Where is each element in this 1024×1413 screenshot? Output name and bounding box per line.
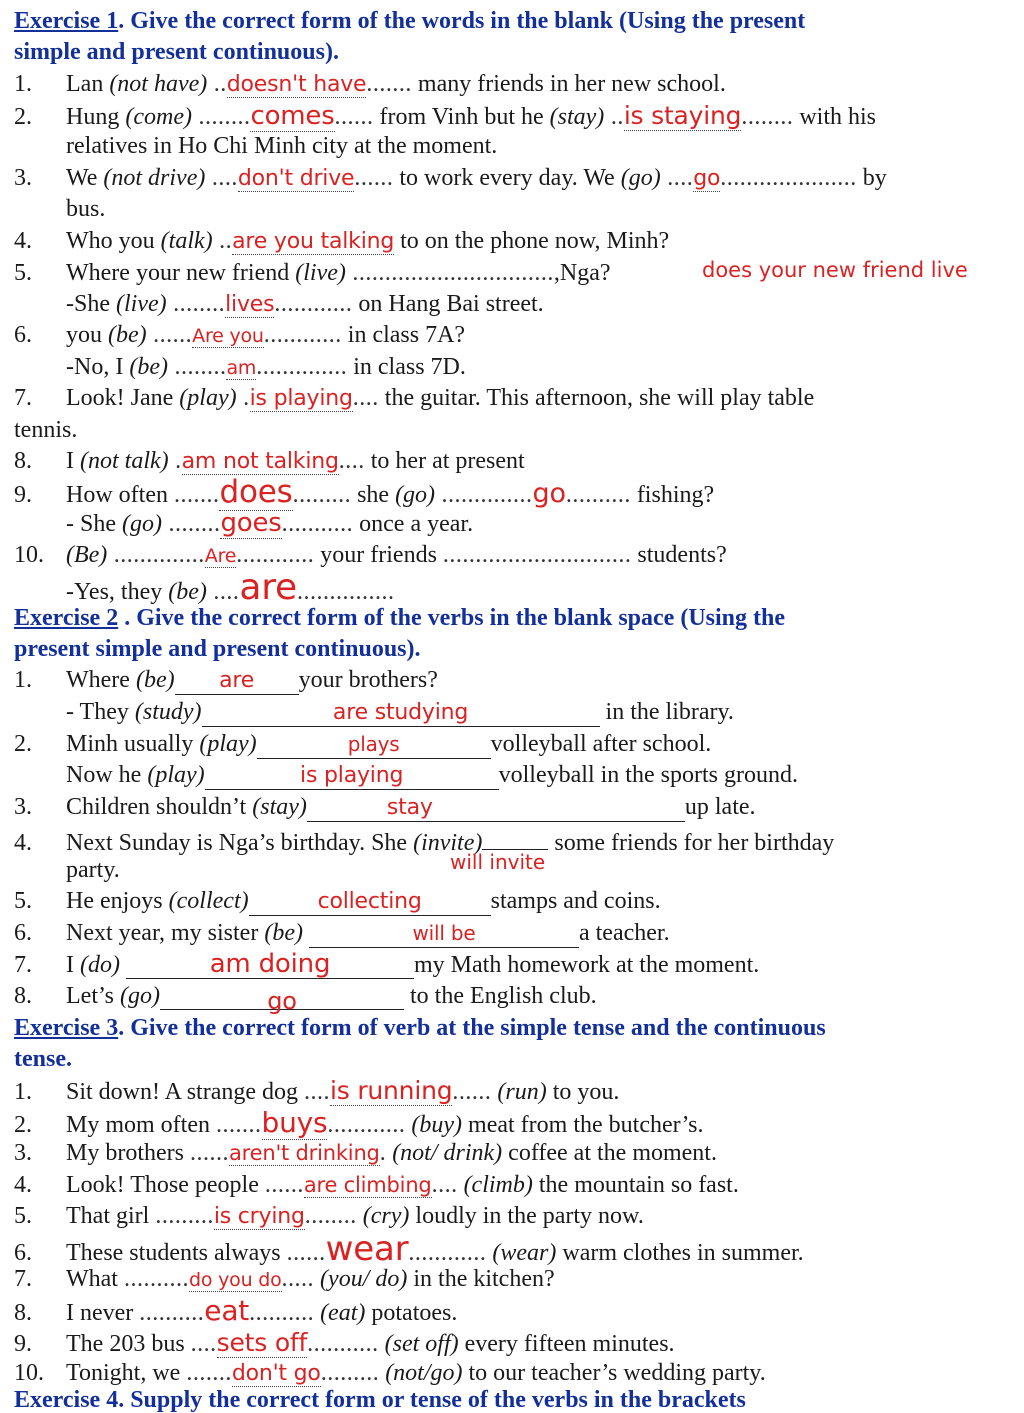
answer: will be <box>412 921 476 945</box>
answer: am not talking <box>181 449 339 474</box>
ex2-q4: 4. Next Sunday is Nga’s birthday. She (invite) some friends for her birthday <box>14 823 1016 859</box>
ex2-q6: 6. Next year, my sister (be) will be a teacher. <box>14 920 670 946</box>
ex1-q7: 7. Look! Jane (play) .is playing.... the guitar. This afternoon, she will play table <box>14 385 815 411</box>
answer: is playing <box>300 763 404 788</box>
ex3-q8: 8. I never ..........eat.......... (eat) potatoes. <box>14 1294 458 1327</box>
ex2-q7: 7. I (do) am doing my Math homework at the moment. <box>14 949 760 979</box>
answer: buys <box>261 1106 328 1139</box>
answer: plays <box>347 732 400 756</box>
ex2-q5: 5. He enjoys (collect) collecting stamps and coins. <box>14 888 661 914</box>
answer: are studying <box>332 700 469 725</box>
ex4-heading-cropped: Exercise 4. Supply the correct form or tense of the verbs in the brackets <box>14 1387 746 1413</box>
ex1-heading-line2: simple and present continuous). <box>14 39 339 65</box>
answer: eat <box>204 1294 250 1327</box>
ex1-q8: 8. I (not talk) .am not talking.... to her at present <box>14 448 525 474</box>
ex2-q1: 1. Where (be) are your brothers? <box>14 667 438 693</box>
answer: is playing <box>249 386 353 411</box>
ex3-q3: 3. My brothers ......aren't drinking. (not/ drink) coffee at the moment. <box>14 1140 717 1166</box>
answer: is staying <box>623 101 742 130</box>
answer: sets off <box>216 1328 308 1357</box>
answer: collecting <box>317 889 422 914</box>
answer: don't drive <box>237 166 355 191</box>
answer: go <box>267 987 297 1015</box>
answer: go <box>693 166 721 191</box>
ex3-q9: 9. The 203 bus ....sets off........... (set off) every fifteen minutes. <box>14 1328 675 1357</box>
ex1-q9: 9. How often .......does......... she (go) ..............go.......... fishing? <box>14 474 715 510</box>
answer: goes <box>220 508 282 538</box>
answer: aren't drinking <box>228 1141 380 1165</box>
answer: are climbing <box>303 1173 432 1197</box>
answer: go <box>532 478 566 509</box>
answer: are <box>239 567 297 608</box>
ex1-q2: 2. Hung (come) ........comes...... from Vinh but he (stay) ..is staying........ with his <box>14 101 877 131</box>
ex1-q4: 4. Who you (talk) ..are you talking to on the phone now, Minh? <box>14 228 670 254</box>
answer: comes <box>250 101 335 131</box>
answer-note: does your new friend live <box>702 258 968 282</box>
answer: do you do <box>188 1269 282 1291</box>
ex2-heading: Exercise 2 . Give the correct form of the verbs in the blank space (Using the <box>14 605 785 631</box>
ex3-q1: 1. Sit down! A strange dog ....is running...... (run) to you. <box>14 1076 620 1105</box>
ex2-q2: 2. Minh usually (play) plays volleyball after school. <box>14 731 712 757</box>
ex3-q10: 10. Tonight, we .......don't go......... (not/go) to our teacher’s wedding party. <box>14 1360 766 1386</box>
answer: lives <box>225 292 275 317</box>
ex1-q6: 6. you (be) ......Are you............ in class 7A? <box>14 322 466 348</box>
ex1-q3: 3. We (not drive) ....don't drive...... to work every day. We (go) ....go..................... by <box>14 165 887 191</box>
answer: is crying <box>213 1204 305 1229</box>
answer: is running <box>330 1076 453 1105</box>
answer: Are you <box>192 325 264 347</box>
ex2-q8: 8. Let’s (go) go to the English club. <box>14 983 597 1015</box>
answer: are you talking <box>232 229 395 254</box>
ex3-q4: 4. Look! Those people ......are climbing.... (climb) the mountain so fast. <box>14 1172 739 1198</box>
ex3-q2: 2. My mom often .......buys............ (buy) meat from the butcher’s. <box>14 1106 704 1139</box>
ex1-q1: 1. Lan (not have) ..doesn't have....... many friends in her new school. <box>14 71 726 97</box>
answer: doesn't have <box>226 72 367 97</box>
answer: am doing <box>209 949 331 979</box>
answer: am <box>226 357 257 379</box>
answer: don't go <box>231 1361 321 1386</box>
ex3-q6: 6. These students always ......wear............ (wear) warm clothes in summer. <box>14 1229 804 1269</box>
ex1-label: Exercise 1 <box>14 8 119 34</box>
ex3-heading: Exercise 3. Give the correct form of verb at the simple tense and the continuous <box>14 1015 826 1041</box>
ex1-heading: Exercise 1. Give the correct form of the words in the blank (Using the present <box>14 8 806 34</box>
ex3-q7: 7. What ..........do you do..... (you/ do) in the kitchen? <box>14 1266 555 1292</box>
ex1-q10: 10. (Be) ..............Are............ your friends ............................. students? <box>14 542 727 568</box>
answer: Are <box>204 545 237 567</box>
ex2-q3: 3. Children shouldn’t (stay) stay up late. <box>14 794 756 820</box>
ex3-q5: 5. That girl .........is crying........ (cry) loudly in the party now. <box>14 1203 644 1229</box>
answer: stay <box>386 795 433 820</box>
answer-note: will invite <box>450 850 546 874</box>
answer: are <box>219 668 255 693</box>
worksheet-page: Exercise 1. Give the correct form of the words in the blank (Using the present simple and present continuous). 1. Lan (not have) ..doesn't have....... many friends in her new school. 2. Hung (come) ........comes...... from Vinh but he (stay) ..is staying........ with his relatives in Ho Chi Minh city at the moment. 3. We (not drive) ....don't drive...... to work every day. We (go) ....go..................... by bus. 4. Who you (talk) ..are you talking to on the phone now, Minh? 5. Where your new friend (live) ...............................,Nga? does your new friend live -She (live) ........lives............ on Hang Bai street. 6. you (be) ......Are you............ in class 7A? -No, I (be) ........am.............. in class 7D. 7. Look! Jane (play) .is playing.... the guitar. This afternoon, she will play table tennis. 8. I (not talk) .am not talking.... to her at present 9. How often .......does......... she (go) ..............go.......... fishing? - She (go) ........goes........... once a year. 10. (Be) ..............Are............ your friends ............................. students? -Yes, they (be) ....are............... Exercise 2 . Give the correct form of the verbs in the blank space (Using the present simple and present continuous). 1. Where (be) are your brothers? - They (study) are studying in the library. 2. Minh usually (play) plays volleyball after school. Now he (play) is playing volleyball in the sports ground. 3. Children shouldn’t (stay) stay up late. 4. Next Sunday is Nga’s birthday. She (invite) some friends for her birthday will invite party. 5. He enjoys (collect) collecting stamps and coins. 6. Next year, my sister (be) will be a teacher. 7. I (do) am doing my Math homework at the moment. 8. Let’s (go) go to the English club. Exercise 3. Give the correct form of verb at the simple tense and the continuous tense. 1. Sit down! A strange dog ....is running...... (run) to you. 2. My mom often .......buys............ (buy) meat from the butcher’s. 3. My brothers ......aren't drinking. (not/ drink) coffee at the moment. 4. Look! Those people ......are climbing.... (climb) the mountain so fast. 5. That girl .........is crying........ (cry) loudly in the party now. 6. These students always ......wear............ (wear) warm clothes in summer. 7. What ..........do you do..... (you/ do) in the kitchen? 8. I never ..........eat.......... (eat) potatoes. 9. The 203 bus ....sets off........... (set off) every fifteen minutes. 10. Tonight, we .......don't go......... (not/go) to our teacher’s wedding party. Exercise 4. Supply the correct form or tense of the verbs in the brackets <box>0 0 1024 1400</box>
answer: does <box>219 474 293 510</box>
answer: wear <box>325 1229 409 1269</box>
ex1-q5: 5. Where your new friend (live) ...............................,Nga? <box>14 260 611 286</box>
